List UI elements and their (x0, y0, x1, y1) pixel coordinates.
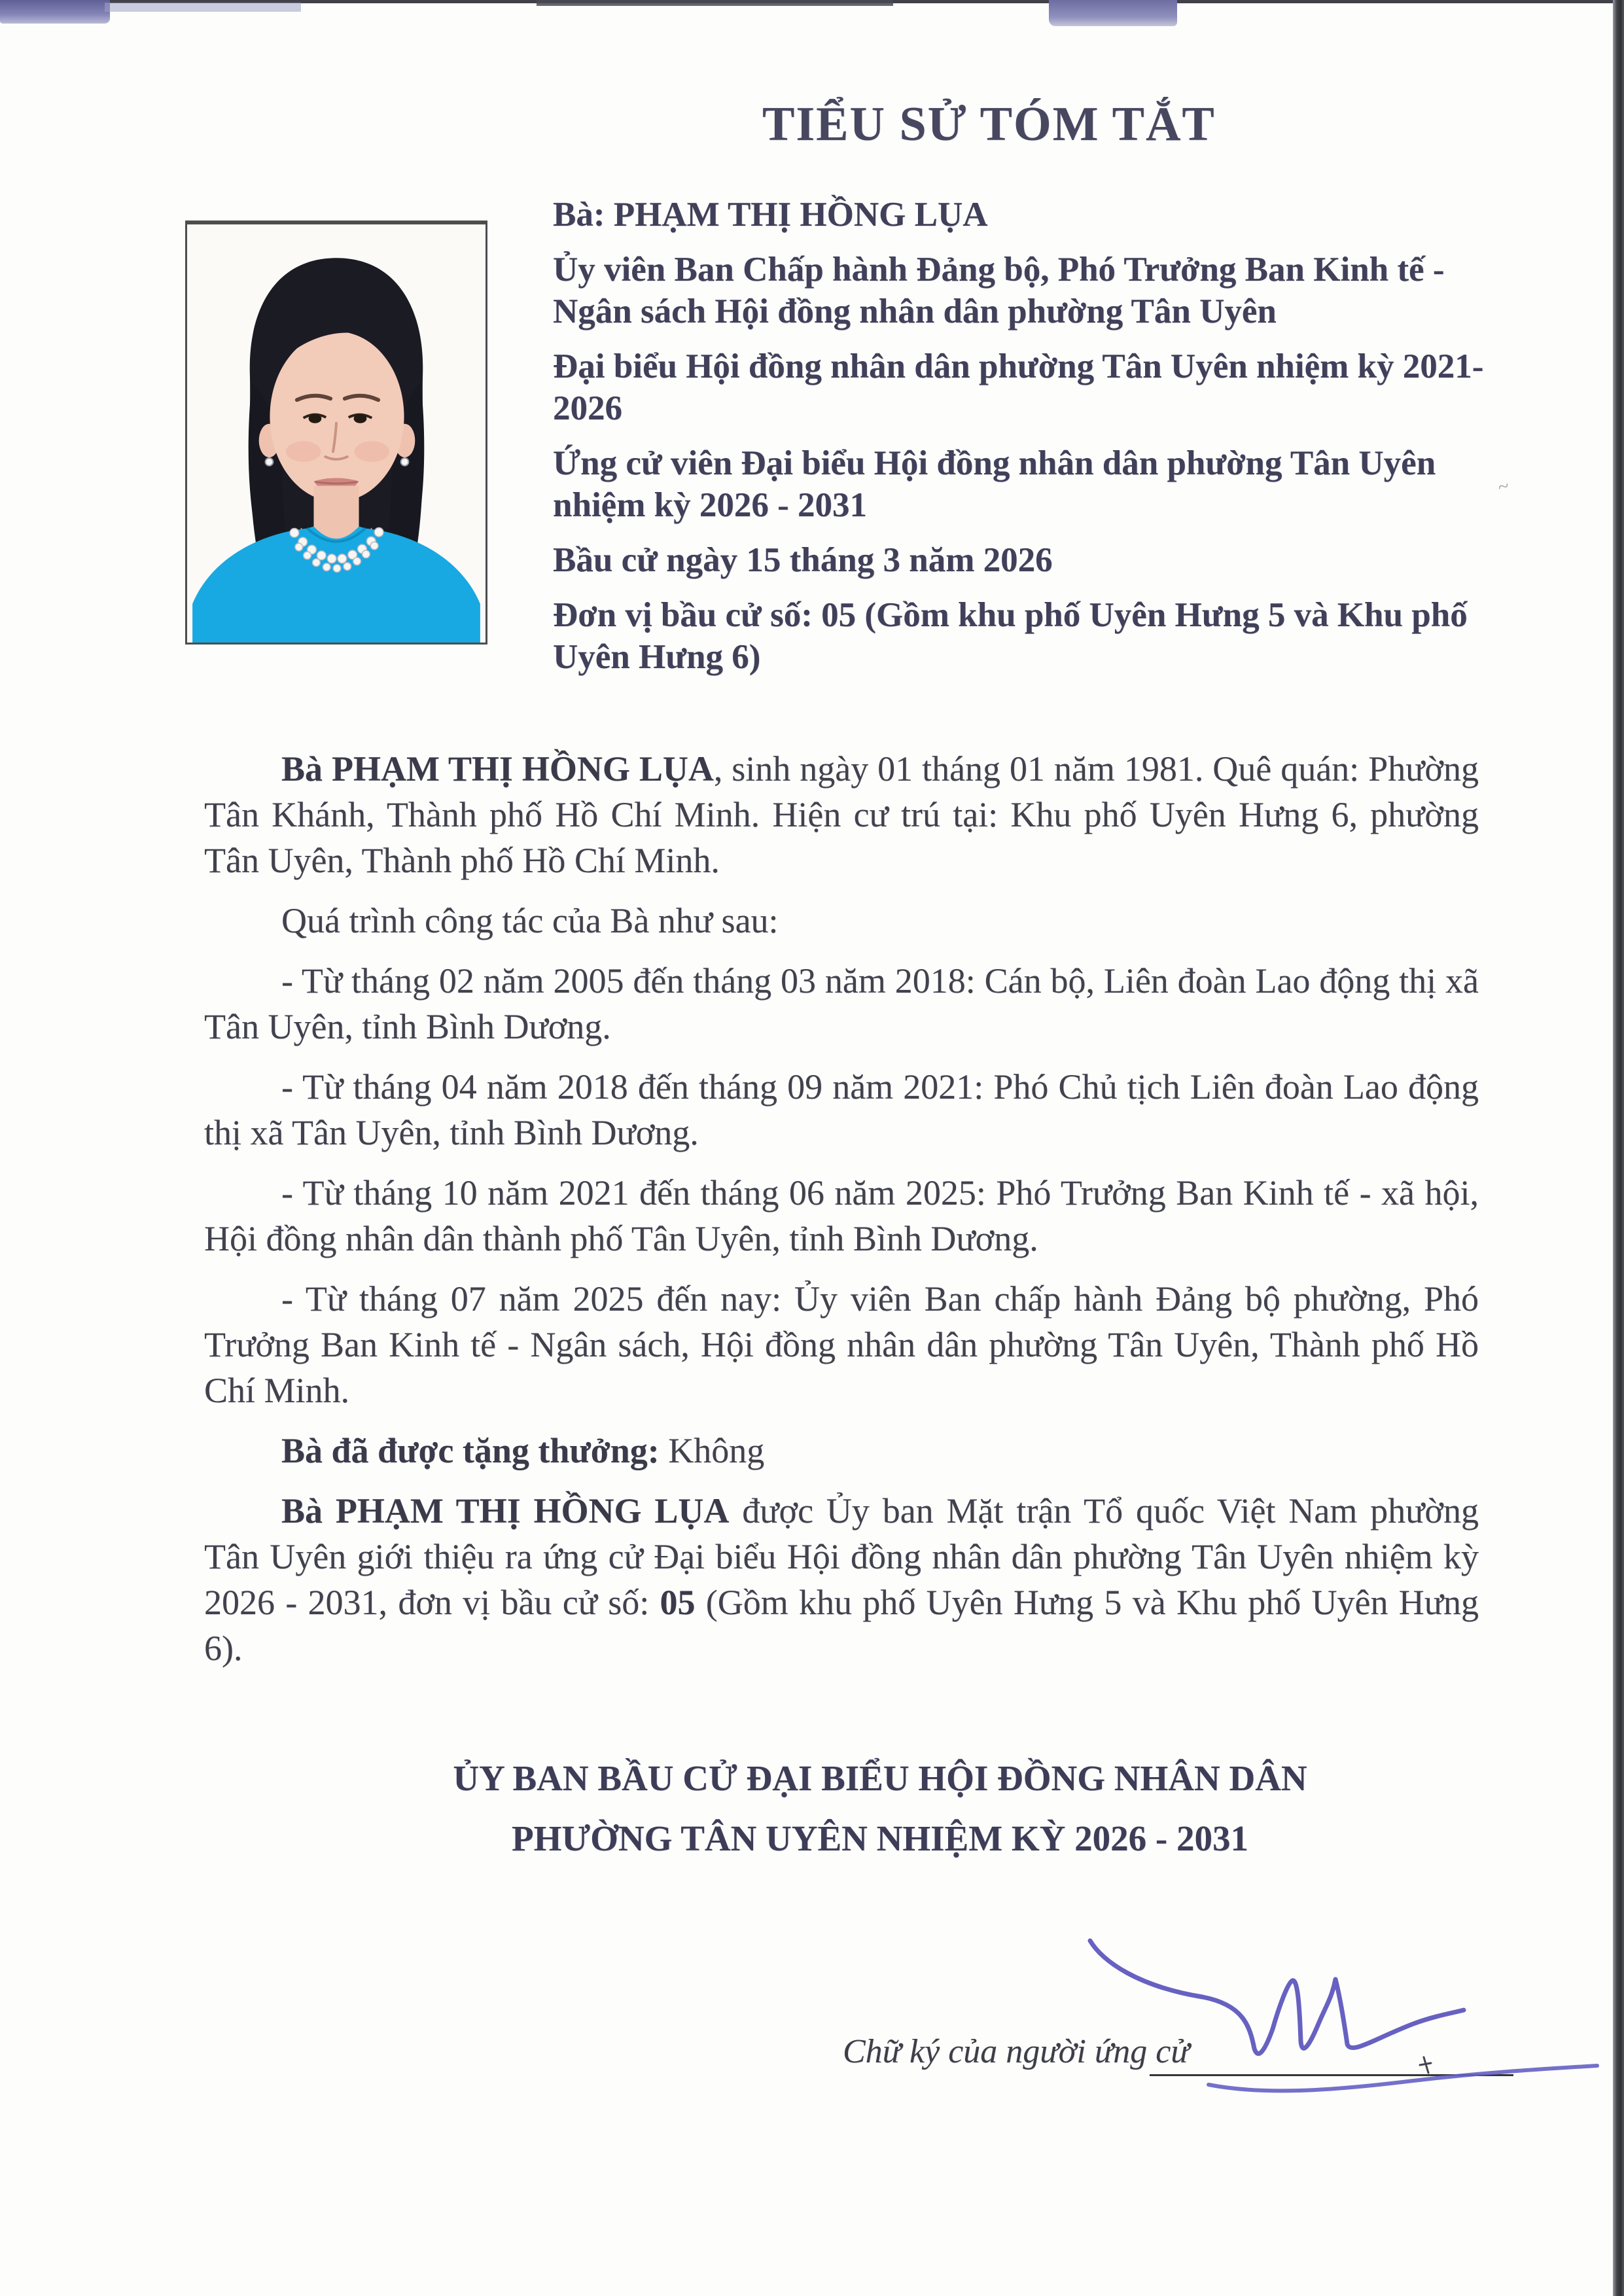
election-committee-heading (190, 1748, 1570, 1869)
text-segment: Bà PHẠM THỊ HỒNG LỤA (281, 749, 714, 788)
candidate-name: Bà: PHẠM THỊ HỒNG LỤA (553, 196, 988, 234)
signature-ink (1047, 1898, 1624, 2127)
election-unit: Đơn vị bầu cử số: 05 (Gồm khu phố Uyên Hưng 5 và Khu phố Uyên Hưng 6) (553, 596, 1468, 676)
candidate-summary (553, 194, 1509, 691)
page-title: TIỂU SỬ TÓM TẮT (762, 97, 1216, 151)
candidate-nominee-term: Ứng cử viên Đại biểu Hội đồng nhân dân phường Tân Uyên nhiệm kỳ 2026 - 2031 (553, 444, 1436, 524)
paragraph-career-1 (204, 958, 1479, 1050)
text-segment: - Từ tháng 10 năm 2021 đến tháng 06 năm 2025: Phó Trưởng Ban Kinh tế - xã hội, Hội đồng nhân dân thành phố Tân Uyên, tỉnh Bình Dương. (204, 1173, 1479, 1258)
text-segment: - Từ tháng 07 năm 2025 đến nay: Ủy viên Ban chấp hành Đảng bộ phường, Phó Trưởng Ban Kinh tế - Ngân sách, Hội đồng nhân dân phường Tân Uyên, Thành phố Hồ Chí Minh. (204, 1279, 1479, 1410)
scan-artifact-blob-middle (1049, 0, 1177, 26)
biography-body (204, 746, 1479, 1686)
text-segment: - Từ tháng 04 năm 2018 đến tháng 09 năm 2021: Phó Chủ tịch Liên đoàn Lao động thị xã Tân Uyên, tỉnh Bình Dương. (204, 1067, 1479, 1152)
text-segment: được Ủy ban Mặt trận Tổ quốc Việt Nam phường Tân Uyên giới thiệu ra ứng cử Đại biểu Hội đồng nhân dân phường Tân Uyên nhiệm kỳ 2026 - 2031, đơn vị bầu cử số: (204, 1491, 1479, 1622)
paragraph-awards (204, 1428, 1479, 1474)
scan-artifact-top-segment (537, 0, 893, 6)
paragraph-career-4 (204, 1276, 1479, 1413)
scan-artifact-blob-left-tail (105, 3, 301, 12)
text-segment: Không (659, 1431, 765, 1470)
text-segment: Quá trình công tác của Bà như sau: (281, 901, 779, 940)
text-segment: Bà PHẠM THỊ HỒNG LỤA (281, 1491, 730, 1530)
text-segment: 05 (660, 1583, 696, 1622)
committee-line-1: ỦY BAN BẦU CỬ ĐẠI BIỂU HỘI ĐỒNG NHÂN DÂN (453, 1758, 1307, 1798)
election-date: Bầu cử ngày 15 tháng 3 năm 2026 (553, 541, 1053, 579)
signature-label: Chữ ký của người ứng cử (843, 2033, 1190, 2070)
portrait-illustration (187, 224, 485, 643)
scan-artifact-blob-left (0, 0, 110, 24)
text-segment: , sinh ngày 01 tháng 01 năm 1981. Quê quán: Phường Tân Khánh, Thành phố Hồ Chí Minh. Hiện cư trú tại: Khu phố Uyên Hưng 6, phường Tân Uyên, Thành phố Hồ Chí Minh. (204, 749, 1479, 880)
text-segment: - Từ tháng 02 năm 2005 đến tháng 03 năm 2018: Cán bộ, Liên đoàn Lao động thị xã Tân Uyên, tỉnh Bình Dương. (204, 961, 1479, 1046)
scan-artifact-pen-tick: ~ (1495, 474, 1511, 499)
paragraph-career-intro (204, 898, 1479, 944)
paragraph-career-3 (204, 1170, 1479, 1262)
candidate-position: Ủy viên Ban Chấp hành Đảng bộ, Phó Trưởng Ban Kinh tế - Ngân sách Hội đồng nhân dân phường Tân Uyên (553, 251, 1445, 330)
candidate-delegate-term: Đại biểu Hội đồng nhân dân phường Tân Uyên nhiệm kỳ 2021-2026 (553, 347, 1484, 427)
text-segment: (Gồm khu phố Uyên Hưng 5 và Khu phố Uyên Hưng 6). (204, 1583, 1479, 1668)
text-segment: Bà đã được tặng thưởng: (281, 1431, 660, 1470)
committee-line-2: PHƯỜNG TÂN UYÊN NHIỆM KỲ 2026 - 2031 (512, 1818, 1248, 1858)
paragraph-birth-info (204, 746, 1479, 883)
paragraph-career-2 (204, 1064, 1479, 1156)
paragraph-nomination (204, 1488, 1479, 1671)
candidate-photo (185, 221, 487, 645)
